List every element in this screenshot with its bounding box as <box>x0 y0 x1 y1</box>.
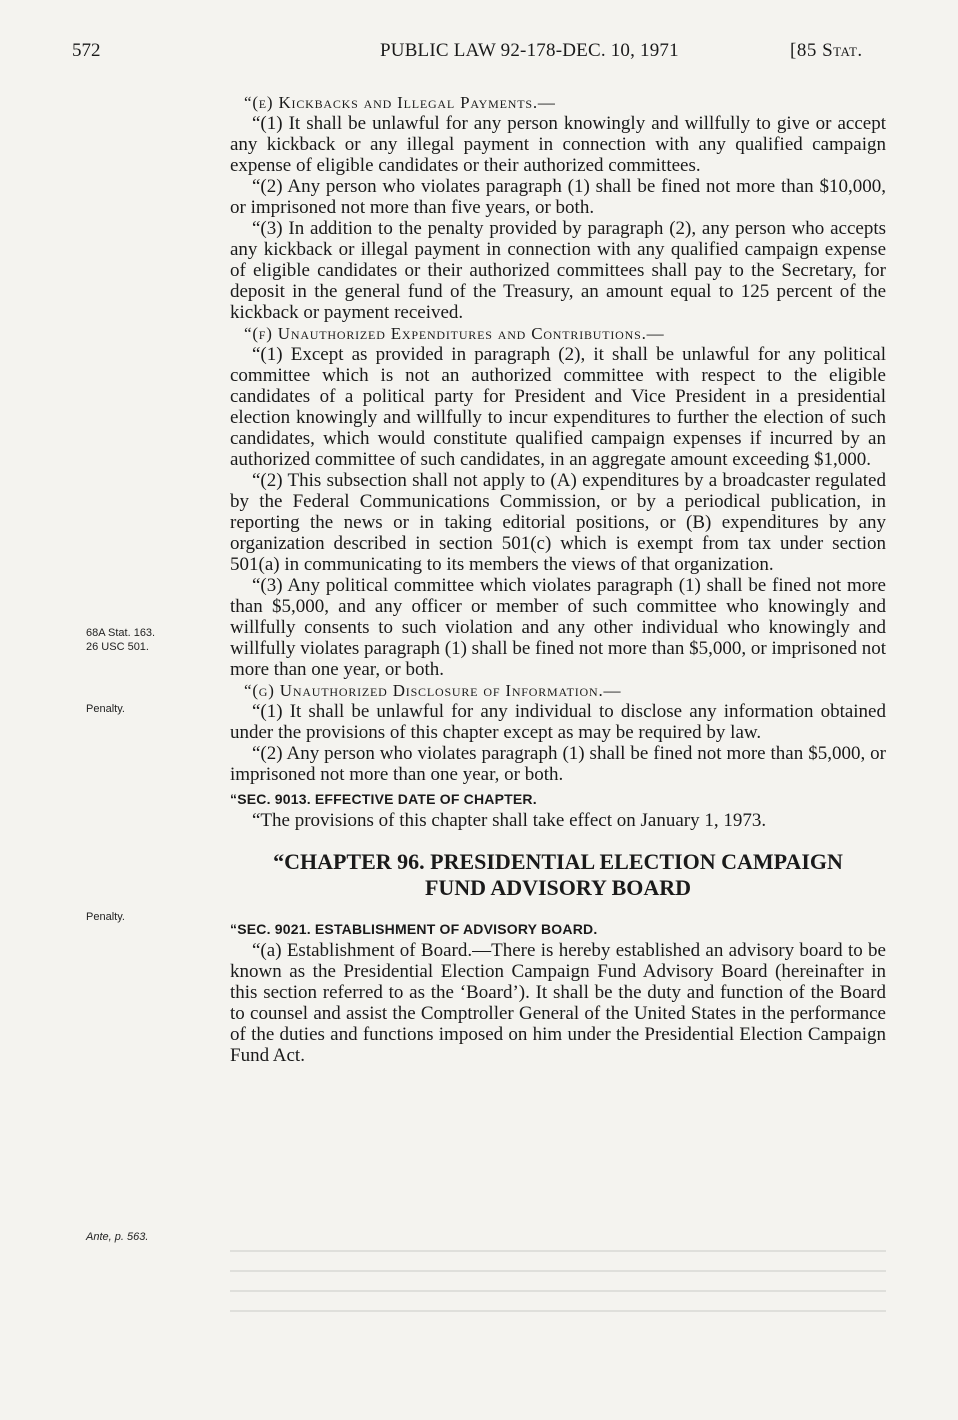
margin-note-ante: Ante, p. 563. <box>86 1231 149 1243</box>
subsection-e-heading: “(e) Kickbacks and Illegal Payments.— <box>244 93 556 112</box>
show-through-texture <box>230 1250 886 1370</box>
body-text <box>230 92 886 1066</box>
subsection-g-heading: “(g) Unauthorized Disclosure of Information.— <box>244 681 622 700</box>
section-9013-heading: “SEC. 9013. EFFECTIVE DATE OF CHAPTER. <box>230 791 537 807</box>
page-number: 572 <box>72 40 101 61</box>
paragraph-g1: “(1) It shall be unlawful for any individual to disclose any information obtained under the provisions of this chapter except as may be required by law. <box>230 701 886 743</box>
chapter-96-title-line1: “CHAPTER 96. PRESIDENTIAL ELECTION CAMPAIGN <box>273 849 843 874</box>
margin-note-statute-line2: 26 USC 501. <box>86 641 149 653</box>
margin-note-penalty-1: Penalty. <box>86 703 125 715</box>
paragraph-e3: “(3) In addition to the penalty provided by paragraph (2), any person who accepts any kickback or illegal payment in connection with any qualified campaign expense of eligible candidates or their authorized committees shall pay to the Secretary, for deposit in the general fund of the Treasury, an amount equal to 125 percent of the kickback or payment received. <box>230 218 886 323</box>
paragraph-f1: “(1) Except as provided in paragraph (2), it shall be unlawful for any political committee which is not an authorized committee with respect to the eligible candidates of a political party for President and Vice President in a presidential election knowingly and willfully to incur expenditures to further the election of such candidates, which would constitute qualified campaign expenses if incurred by an authorized committee of such candidates, in an aggregate amount exceeding $1,000. <box>230 344 886 470</box>
margin-note-penalty-2: Penalty. <box>86 911 125 923</box>
subsection-f-heading: “(f) Unauthorized Expenditures and Contributions.— <box>244 324 665 343</box>
law-title: PUBLIC LAW 92-178-DEC. 10, 1971 <box>380 40 679 61</box>
paragraph-f2: “(2) This subsection shall not apply to (A) expenditures by a broadcaster regulated by the Federal Communications Commission, or by a periodical publication, in reporting the news or in taking editorial positions, or (B) expenditures by any organization described in section 501(c) which is exempt from tax under section 501(a) in communicating to its members the views of that organization. <box>230 470 886 575</box>
paragraph-e1: “(1) It shall be unlawful for any person knowingly and willfully to give or accept any kickback or any illegal payment in connection with any qualified campaign expense of eligible candidates or their authorized committees. <box>230 113 886 176</box>
margin-note-statute-line1: 68A Stat. 163. <box>86 627 156 639</box>
chapter-96-title-line2: FUND ADVISORY BOARD <box>424 875 692 900</box>
paragraph-9021-a: “(a) Establishment of Board.—There is hereby established an advisory board to be known as the Presidential Election Campaign Fund Advisory Board (hereinafter in this section referred to as the ‘Board’). It shall be the duty and function of the Board to counsel and assist the Comptroller General of the United States in the performance of the duties and functions imposed on him under the Presidential Election Campaign Fund Act. <box>230 940 886 1066</box>
chapter-96-title <box>230 849 886 901</box>
section-9021-heading: “SEC. 9021. ESTABLISHMENT OF ADVISORY BOARD. <box>230 921 598 937</box>
margin-note-statute <box>86 626 155 654</box>
paragraph-f3: “(3) Any political committee which violates paragraph (1) shall be fined not more than $5,000, and any officer or member of such committee who knowingly and willfully consents to such violation and any other individual who knowingly and willfully violates paragraph (1) shall be fined not more than $5,000, or imprisoned not more than one year, or both. <box>230 575 886 680</box>
paragraph-g2: “(2) Any person who violates paragraph (1) shall be fined not more than $5,000, or imprisoned not more than one year, or both. <box>230 743 886 785</box>
section-9013-text: “The provisions of this chapter shall take effect on January 1, 1973. <box>252 810 767 831</box>
statute-reference: [85 Stat. <box>790 40 863 61</box>
paragraph-e2: “(2) Any person who violates paragraph (1) shall be fined not more than $10,000, or imprisoned not more than five years, or both. <box>230 176 886 218</box>
running-header <box>0 40 958 70</box>
